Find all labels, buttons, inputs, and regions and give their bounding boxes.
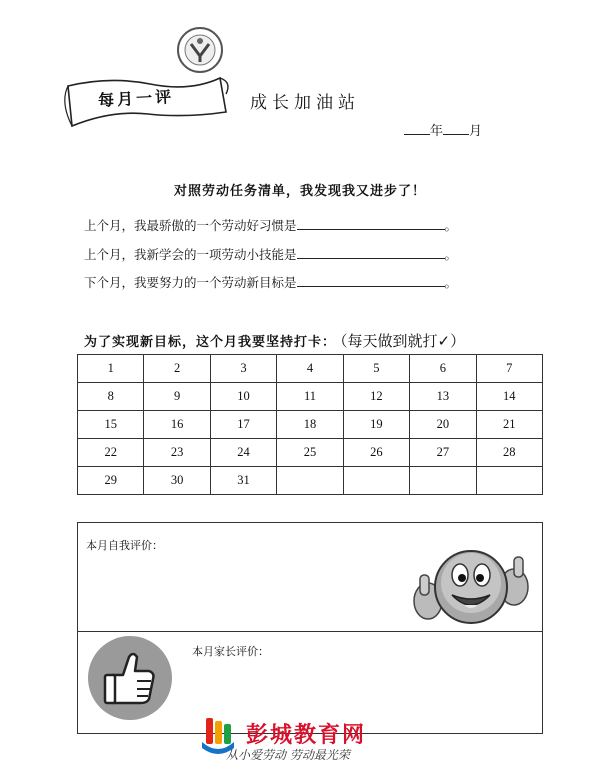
checkin-heading-text: 为了实现新目标，这个月我要坚持打卡： (84, 335, 337, 350)
checklist-heading: 对照劳动任务清单，我发现我又进步了！ (173, 184, 426, 199)
prompt-end: 。 (444, 218, 458, 233)
day-cell[interactable]: 15 (78, 411, 144, 439)
answer-line[interactable] (297, 246, 445, 259)
day-cell[interactable]: 8 (78, 383, 144, 411)
prompt-habit (84, 216, 457, 234)
parent-evaluation-label: 本月家长评价： (192, 645, 269, 658)
prompt-text: 下个月，我要努力的一个劳动新目标是 (84, 275, 297, 290)
checkin-note: （每天做到就打✓） (340, 332, 466, 350)
answer-line[interactable] (297, 274, 445, 287)
day-cell[interactable]: 1 (78, 355, 144, 383)
self-evaluation-label: 本月自我评价： (86, 539, 163, 552)
day-cell[interactable]: 16 (144, 411, 210, 439)
day-cell[interactable]: 9 (144, 383, 210, 411)
day-cell[interactable]: 27 (410, 439, 476, 467)
day-cell[interactable]: 29 (78, 467, 144, 495)
prompt-goal (84, 273, 457, 291)
evaluation-divider (78, 631, 542, 632)
prompt-text: 上个月，我最骄傲的一个劳动好习惯是 (84, 218, 297, 233)
prompt-end: 。 (444, 275, 458, 290)
day-cell[interactable]: 14 (476, 383, 542, 411)
day-cell[interactable]: 28 (476, 439, 542, 467)
day-cell[interactable]: 30 (144, 467, 210, 495)
day-cell[interactable]: 18 (277, 411, 343, 439)
checkin-calendar (77, 354, 543, 495)
day-cell[interactable]: 19 (343, 411, 409, 439)
day-cell[interactable]: 6 (410, 355, 476, 383)
day-cell[interactable]: 3 (210, 355, 276, 383)
calendar-row (78, 439, 543, 467)
date-line (404, 120, 482, 139)
day-cell[interactable]: 2 (144, 355, 210, 383)
thumbs-up-icon (87, 635, 173, 721)
day-cell[interactable]: 13 (410, 383, 476, 411)
day-cell[interactable]: 22 (78, 439, 144, 467)
calendar-row (78, 383, 543, 411)
calendar-row (78, 467, 543, 495)
day-cell[interactable]: 23 (144, 439, 210, 467)
day-cell[interactable]: 17 (210, 411, 276, 439)
day-cell[interactable]: 4 (277, 355, 343, 383)
day-cell[interactable] (476, 467, 542, 495)
day-cell[interactable]: 31 (210, 467, 276, 495)
school-logo-icon (176, 26, 224, 74)
day-cell[interactable]: 24 (210, 439, 276, 467)
footer-brand: 彭城教育网 (246, 723, 367, 748)
evaluation-box (77, 522, 543, 734)
day-cell[interactable]: 11 (277, 383, 343, 411)
day-cell[interactable]: 7 (476, 355, 542, 383)
prompt-text: 上个月，我新学会的一项劳动小技能是 (84, 247, 297, 262)
day-cell[interactable]: 25 (277, 439, 343, 467)
calendar-row (78, 411, 543, 439)
day-cell[interactable]: 10 (210, 383, 276, 411)
year-label: 年 (430, 124, 444, 139)
day-cell[interactable]: 20 (410, 411, 476, 439)
day-cell[interactable] (343, 467, 409, 495)
day-cell[interactable]: 12 (343, 383, 409, 411)
footer-slogan: 从小爱劳动 劳动最光荣 (226, 748, 350, 762)
day-cell[interactable] (410, 467, 476, 495)
prompt-end: 。 (444, 247, 458, 262)
calendar-row (78, 355, 543, 383)
day-cell[interactable] (277, 467, 343, 495)
answer-line[interactable] (297, 217, 445, 230)
day-cell[interactable]: 5 (343, 355, 409, 383)
page-title: 成长加油站 (250, 93, 360, 113)
day-cell[interactable]: 26 (343, 439, 409, 467)
prompt-skill (84, 245, 457, 263)
thumbs-up-smiley-icon (408, 541, 534, 627)
month-label: 月 (469, 124, 483, 139)
day-cell[interactable]: 21 (476, 411, 542, 439)
checkin-heading (84, 330, 465, 351)
banner-text: 每月一评 (97, 87, 175, 110)
